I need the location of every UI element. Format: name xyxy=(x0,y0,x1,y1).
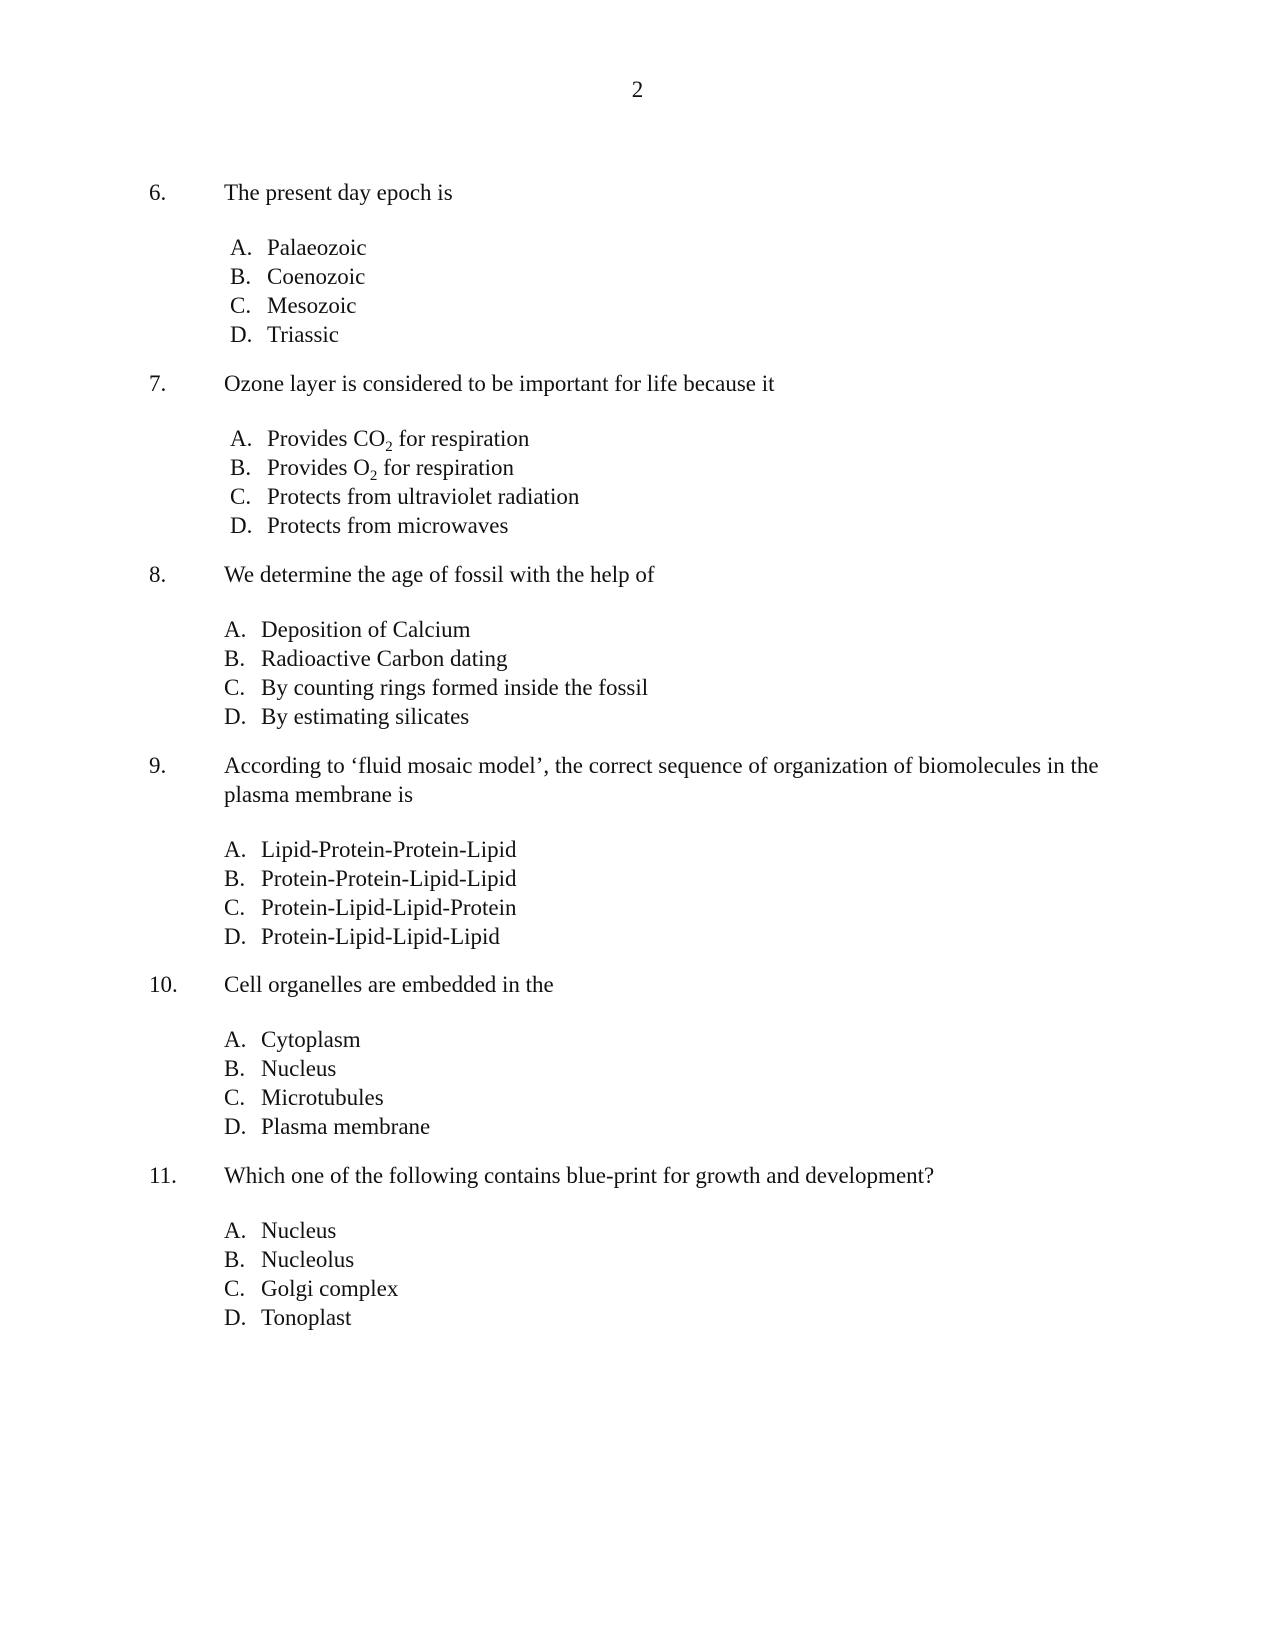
option-text: Lipid-Protein-Protein-Lipid xyxy=(261,837,517,862)
option-a xyxy=(230,424,1139,453)
option-a xyxy=(224,1025,1139,1054)
option-d xyxy=(224,922,1139,951)
option-c xyxy=(224,673,1139,702)
option-a xyxy=(224,615,1139,644)
option-list xyxy=(149,1025,1139,1141)
option-text: Cytoplasm xyxy=(261,1027,361,1052)
option-text: Mesozoic xyxy=(267,293,357,318)
question-stem xyxy=(149,751,1139,809)
option-letter: B. xyxy=(224,646,246,671)
option-text: By estimating silicates xyxy=(261,704,470,729)
option-b xyxy=(224,864,1139,893)
option-text: Provides $CO_2$ for respiration xyxy=(267,426,530,455)
option-letter: B. xyxy=(230,455,252,480)
option-letter: B. xyxy=(224,1247,246,1272)
option-text: Plasma membrane xyxy=(261,1114,431,1139)
question-number: 8. xyxy=(149,562,167,587)
option-letter: C. xyxy=(224,1276,246,1301)
option-c xyxy=(224,1274,1139,1303)
option-letter: C. xyxy=(224,675,246,700)
question-number: 9. xyxy=(149,753,167,778)
option-a xyxy=(224,835,1139,864)
option-text: Triassic xyxy=(267,322,339,347)
option-letter: B. xyxy=(230,264,252,289)
question-8 xyxy=(149,560,1139,731)
option-a xyxy=(224,1216,1139,1245)
option-d xyxy=(224,1112,1139,1141)
option-letter: A. xyxy=(224,837,247,862)
option-a xyxy=(230,233,1139,262)
option-text: Protects from microwaves xyxy=(267,513,509,538)
option-d xyxy=(230,320,1139,349)
option-c xyxy=(230,482,1139,511)
option-list xyxy=(149,233,1139,349)
option-b xyxy=(224,1245,1139,1274)
option-list xyxy=(149,835,1139,951)
question-number: 10. xyxy=(149,972,178,997)
question-stem xyxy=(149,369,1139,398)
option-letter: D. xyxy=(224,704,247,729)
option-text: Microtubules xyxy=(261,1085,384,1110)
option-c xyxy=(224,893,1139,922)
option-b xyxy=(230,453,1139,482)
option-text: Protects from ultraviolet radiation xyxy=(267,484,580,509)
option-b xyxy=(224,1054,1139,1083)
option-text: By counting rings formed inside the fossil xyxy=(261,675,649,700)
question-text: The present day epoch is xyxy=(224,180,453,205)
option-text: Radioactive Carbon dating xyxy=(261,646,508,671)
question-6 xyxy=(149,178,1139,349)
option-text: Nucleolus xyxy=(261,1247,355,1272)
question-7 xyxy=(149,369,1139,540)
option-b xyxy=(224,644,1139,673)
question-stem xyxy=(149,1161,1139,1190)
question-text: According to ‘fluid mosaic model’, the correct sequence of organization of biomolecules in the plasma membrane is xyxy=(224,753,1099,807)
question-11 xyxy=(149,1161,1139,1332)
question-stem xyxy=(149,178,1139,207)
question-text: Which one of the following contains blue-print for growth and development? xyxy=(224,1163,935,1188)
option-letter: A. xyxy=(224,1218,247,1243)
option-letter: A. xyxy=(224,617,247,642)
option-letter: D. xyxy=(224,924,247,949)
question-text: Cell organelles are embedded in the xyxy=(224,972,554,997)
option-text: Nucleus xyxy=(261,1056,337,1081)
option-d xyxy=(224,702,1139,731)
option-text: Provides $O_2$ for respiration xyxy=(267,455,515,484)
option-letter: D. xyxy=(224,1305,247,1330)
option-letter: B. xyxy=(224,866,246,891)
option-letter: C. xyxy=(224,1085,246,1110)
option-b xyxy=(230,262,1139,291)
option-text: Protein-Protein-Lipid-Lipid xyxy=(261,866,517,891)
question-stem xyxy=(149,970,1139,999)
option-text: Coenozoic xyxy=(267,264,366,289)
question-number: 6. xyxy=(149,180,167,205)
option-letter: C. xyxy=(230,484,252,509)
option-letter: B. xyxy=(224,1056,246,1081)
option-letter: D. xyxy=(230,513,253,538)
option-d xyxy=(230,511,1139,540)
question-text: We determine the age of fossil with the help of xyxy=(224,562,655,587)
question-stem xyxy=(149,560,1139,589)
option-letter: A. xyxy=(230,235,253,260)
option-text: Deposition of Calcium xyxy=(261,617,471,642)
option-letter: D. xyxy=(230,322,253,347)
option-text: Protein-Lipid-Lipid-Lipid xyxy=(261,924,500,949)
option-list xyxy=(149,615,1139,731)
option-list xyxy=(149,424,1139,540)
option-letter: A. xyxy=(224,1027,247,1052)
question-number: 11. xyxy=(149,1163,177,1188)
option-letter: C. xyxy=(230,293,252,318)
option-text: Protein-Lipid-Lipid-Protein xyxy=(261,895,517,920)
option-letter: C. xyxy=(224,895,246,920)
option-text: Tonoplast xyxy=(261,1305,352,1330)
option-c xyxy=(224,1083,1139,1112)
option-text: Palaeozoic xyxy=(267,235,367,260)
option-letter: D. xyxy=(224,1114,247,1139)
option-letter: A. xyxy=(230,426,253,451)
option-text: Golgi complex xyxy=(261,1276,399,1301)
question-9 xyxy=(149,751,1139,951)
page-number: 2 xyxy=(631,77,644,102)
option-c xyxy=(230,291,1139,320)
option-list xyxy=(149,1216,1139,1332)
question-text: Ozone layer is considered to be important for life because it xyxy=(224,371,775,396)
question-10 xyxy=(149,970,1139,1141)
question-number: 7. xyxy=(149,371,167,396)
option-d xyxy=(224,1303,1139,1332)
option-text: Nucleus xyxy=(261,1218,337,1243)
